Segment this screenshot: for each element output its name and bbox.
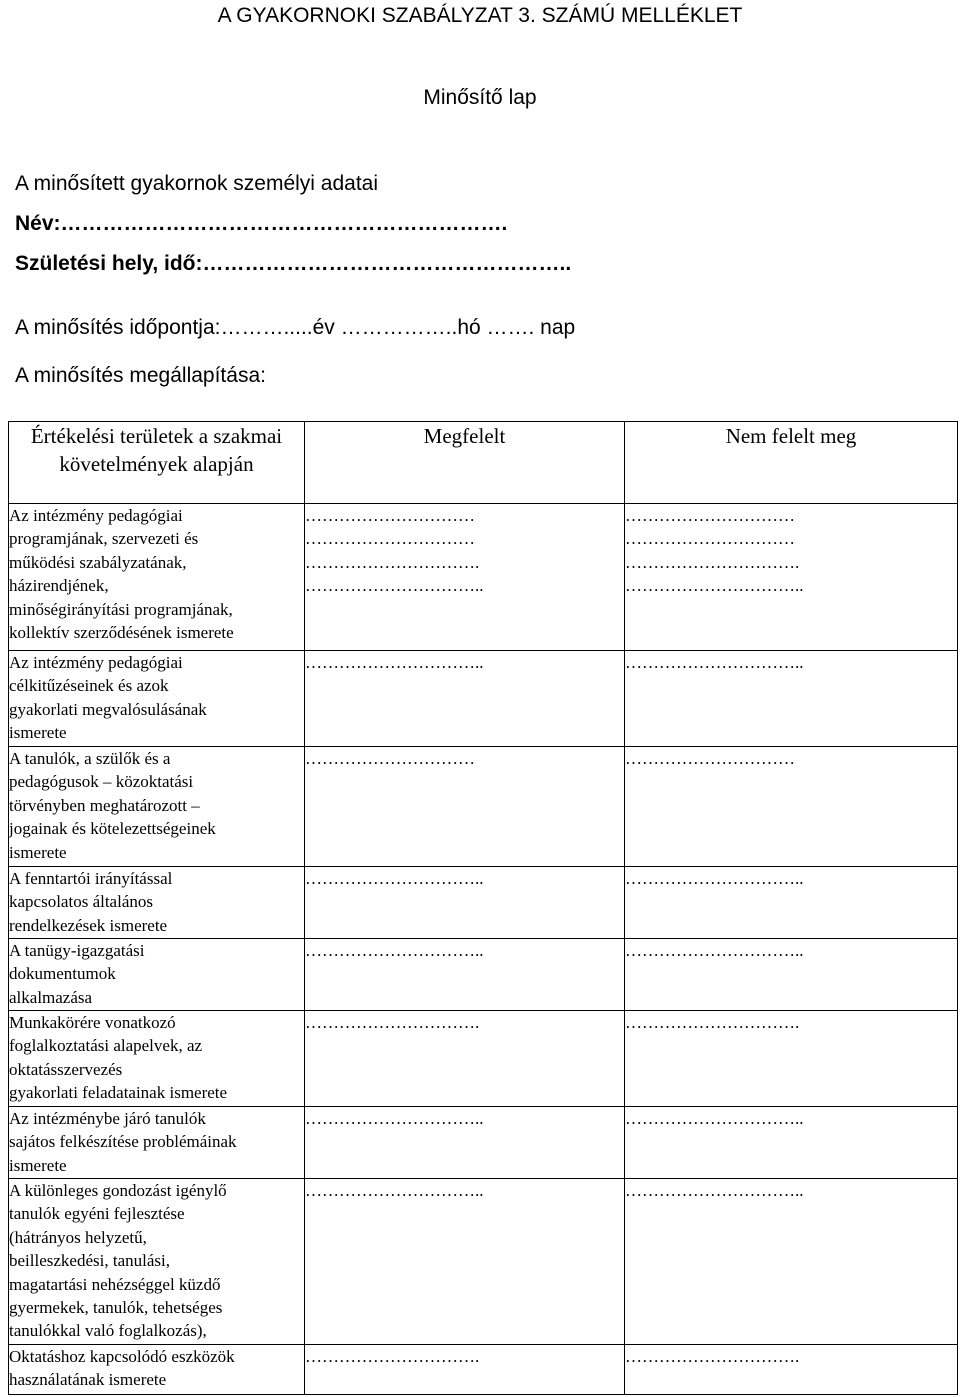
met-field: …………………………. xyxy=(305,1011,625,1107)
evaluation-area-text: A tanügy-igazgatási dokumentumok alkalmazása xyxy=(9,939,305,1011)
met-field: ………………………… ………………………… …………………………. ………………………….. xyxy=(305,504,625,651)
header-met: Megfelelt xyxy=(305,422,625,504)
evaluation-area-text: A fenntartói irányítással kapcsolatos általános rendelkezések ismerete xyxy=(9,867,305,939)
evaluation-area-text: Az intézménybe járó tanulók sajátos felkészítése problémáinak ismerete xyxy=(9,1107,305,1179)
evaluation-area-text: Oktatáshoz kapcsolódó eszközök használatának ismerete xyxy=(9,1345,305,1395)
evaluation-area-text: Munkakörére vonatkozó foglalkoztatási alapelvek, az oktatásszervezés gyakorlati feladatainak ismerete xyxy=(9,1011,305,1107)
table-row xyxy=(9,1345,958,1395)
document-subtitle: Minősítő lap xyxy=(423,86,537,109)
not-met-field: ………………………….. xyxy=(625,1179,958,1345)
table-row xyxy=(9,1107,958,1179)
evaluation-area-text: A tanulók, a szülők és a pedagógusok – közoktatási törvényben meghatározott – jogainak és kötelezettségeinek ismerete xyxy=(9,747,305,867)
not-met-field: …………………………. xyxy=(625,1011,958,1107)
met-field: ………………………….. xyxy=(305,867,625,939)
personal-data-heading: A minősített gyakornok személyi adatai xyxy=(15,172,379,195)
not-met-field: ………………………….. xyxy=(625,867,958,939)
name-field: Név:………………………………………………………. xyxy=(15,212,508,235)
not-met-field: ………………………… xyxy=(625,747,958,867)
not-met-field: …………………………. xyxy=(625,1345,958,1395)
evaluation-area-text: Az intézmény pedagógiai programjának, szervezeti és működési szabályzatának, házirendjének, minőségirányítási programjának, kollektív szerződésének ismerete xyxy=(9,504,305,651)
met-field: …………………………. xyxy=(305,1345,625,1395)
met-field: ………………………….. xyxy=(305,1107,625,1179)
table-row xyxy=(9,651,958,747)
met-field: ………………………….. xyxy=(305,651,625,747)
met-field: ………………………… xyxy=(305,747,625,867)
met-field: ………………………….. xyxy=(305,1179,625,1345)
header-not-met: Nem felelt meg xyxy=(625,422,958,504)
evaluation-area-text: A különleges gondozást igénylő tanulók egyéni fejlesztése (hátrányos helyzetű, beilleszkedési, tanulási, magatartási nehézséggel küzdő gyermekek, tanulók, tehetséges tanulókkal való foglalkozás), xyxy=(9,1179,305,1345)
evaluation-date-field: A minősítés időpontja:……….....év ……………..hó ……. nap xyxy=(15,316,576,339)
document-title: A GYAKORNOKI SZABÁLYZAT 3. SZÁMÚ MELLÉKLET xyxy=(217,4,743,27)
table-row xyxy=(9,867,958,939)
evaluation-area-text: Az intézmény pedagógiai célkitűzéseinek és azok gyakorlati megvalósulásának ismerete xyxy=(9,651,305,747)
not-met-field: ………………………….. xyxy=(625,939,958,1011)
table-row xyxy=(9,1179,958,1345)
not-met-field: ………………………… ………………………… …………………………. ………………………….. xyxy=(625,504,958,651)
table-row xyxy=(9,939,958,1011)
table-row xyxy=(9,1011,958,1107)
table-row xyxy=(9,504,958,651)
met-field: ………………………….. xyxy=(305,939,625,1011)
evaluation-table xyxy=(8,421,958,1395)
table-header-row xyxy=(9,422,958,504)
table-row xyxy=(9,747,958,867)
not-met-field: ………………………….. xyxy=(625,651,958,747)
evaluation-result-label: A minősítés megállapítása: xyxy=(15,364,266,387)
not-met-field: ………………………….. xyxy=(625,1107,958,1179)
birth-place-date-field: Születési hely, idő:…………………………………………….. xyxy=(15,252,572,275)
header-evaluation-areas: Értékelési területek a szakmai követelmények alapján xyxy=(9,422,305,504)
